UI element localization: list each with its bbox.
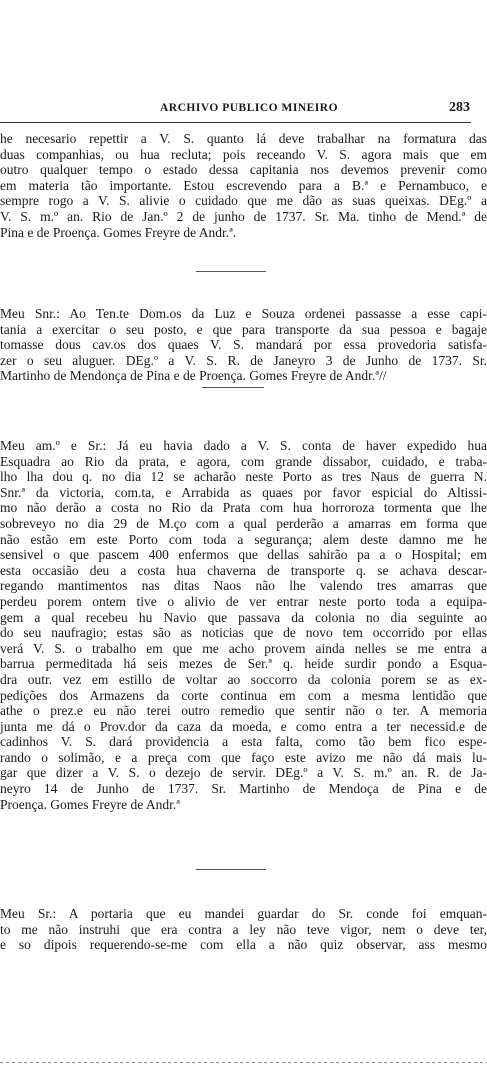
- text-line: Meu Snr.: Ao Ten.te Dom.os da Luz e Souza ordenei passasse a esse capi-: [0, 306, 487, 321]
- text-line: Esquadra ao Rio da prata, e agora, com grande dissabor, cuidado, e traba-: [0, 453, 487, 469]
- text-line: Meu Sr.: A portaria que eu mandei guardar do Sr. conde foi emquan-: [0, 906, 487, 921]
- text-line: barrua permeditada há seis mezes de Ser.ª q. heide surdir pondo a Esqua-: [0, 656, 487, 672]
- letter-paragraph: [0, 906, 487, 953]
- text-line: duas companhias, ou hua recluta; pois receando V. S. agora mais que em: [0, 146, 487, 162]
- text-line: não estão em este Porto com toda a segurança; alem deste damno me he: [0, 531, 487, 547]
- section-divider: [202, 387, 264, 388]
- text-line: Martinho de Mendonça de Pina e de Proença. Gomes Freyre de Andr.ª//: [0, 368, 387, 384]
- text-line: sobreveyo no dia 29 de M.ço com a qual perderão a amarras em forma que: [0, 515, 487, 531]
- page-number: 283: [449, 100, 470, 115]
- text-line: sensivel o que pascem 400 enfermos que dellas sahirão pa a o Hospital; em: [0, 547, 487, 563]
- text-line: lho lha dou q. no dia 12 se acharão neste Porto as tres Naus de guerra N.: [0, 469, 487, 485]
- text-line: verá V. S. o trabalho em que me acho provem ainda nelles se me entra a: [0, 640, 487, 656]
- text-line: tania a exercitar o seu posto, e que para transporte da sua pessoa e bagaje: [0, 321, 487, 337]
- text-line: rando o solimão, e a preça com que faço este avizo me não dá mais lu-: [0, 749, 487, 765]
- text-line: zer o seu aluguer. DEg.º a V. S. R. de Janeyro 3 de Junho de 1737. Sr.: [0, 352, 487, 368]
- text-line: to me não instruhi que era contra a ley não teve vigor, nem o deve ter,: [0, 921, 487, 937]
- header-rule: [0, 122, 471, 123]
- bottom-rule: [0, 1062, 487, 1063]
- text-line: Pina e de Proença. Gomes Freyre de Andr.ª.: [0, 224, 237, 240]
- text-line: outro qualquer tempo o estado dessa capitania nos devemos prevenir como: [0, 162, 487, 178]
- text-line: junta me dá o Prov.dor da caza da moeda, e como entra a ter necessid.e de: [0, 718, 487, 734]
- text-line: gar que dizer a V. S. o dezejo de servir. DEg.º a V. S. m.º an. R. de Ja-: [0, 765, 487, 781]
- running-title: ARCHIVO PUBLICO MINEIRO: [160, 102, 339, 114]
- text-line: sempre rogo a V. S. alivie o cuidado que me dão as suas queixas. DEg.º a: [0, 193, 487, 209]
- letter-paragraph: [0, 438, 487, 812]
- text-line: tomasse dous cav.os dos quaes V. S. mandará por essa provedoria satisfa-: [0, 337, 487, 353]
- text-line: Meu am.º e Sr.: Já eu havia dado a V. S. conta de haver expedido hua: [0, 438, 487, 453]
- letter-paragraph: [0, 131, 487, 240]
- text-line: perdeu porem ontem tive o alivio de ver entrar neste porto toda a equipa-: [0, 593, 487, 609]
- text-line: mo não derão a costa no Rio da Prata com hua horroroza tormenta que lhe: [0, 500, 487, 516]
- text-line: regando mantimentos nas ditas Naos não lhe valendo tres amarras que: [0, 578, 487, 594]
- running-header: [150, 100, 470, 120]
- text-line: V. S. m.º an. Rio de Jan.º 2 de junho de 1737. Sr. Ma. tinho de Mend.ª de: [0, 208, 487, 224]
- letter-paragraph: [0, 306, 487, 384]
- text-line: esta occasião deu a costa hua chaverna de transporte q. se achava descar-: [0, 562, 487, 578]
- text-line: cadinhos V. S. dará providencia a esta falta, como tão bem fico espe-: [0, 734, 487, 750]
- section-divider: [196, 869, 266, 870]
- text-line: gem a qual recebeu hu Navio que passava da colonia no dia seguinte ao: [0, 609, 487, 625]
- text-line: do seu naufragio; estas são as noticias que de novo tem occorrido por ellas: [0, 625, 487, 641]
- text-line: Proença. Gomes Freyre de Andr.ª: [0, 796, 180, 812]
- text-line: e so dipois requerendo-se-me com ella a não quiz observar, ass mesmo: [0, 937, 487, 953]
- text-line: neyro 14 de Junho de 1737. Sr. Martinho de Mendoça de Pina e de: [0, 781, 487, 797]
- text-line: he necesario repettir a V. S. quanto lá deve trabalhar na formatura das: [0, 131, 487, 146]
- text-line: athe o prez.e eu não terei outro remedio que sentir não o ter. A memoria: [0, 703, 487, 719]
- text-line: em materia tão importante. Estou escrevendo para a B.ª e Pernambuco, e: [0, 177, 487, 193]
- section-divider: [196, 271, 266, 272]
- text-line: Snr.ª da victoria, com.ta, e Arrabida as quaes por favor espicial do Altissi-: [0, 484, 487, 500]
- text-line: dra outr. vez em estillo de voltar ao soccorro da colonia porem se as ex-: [0, 671, 487, 687]
- text-line: pedições dos Armazens da corte continua em com a mesma lentidão que: [0, 687, 487, 703]
